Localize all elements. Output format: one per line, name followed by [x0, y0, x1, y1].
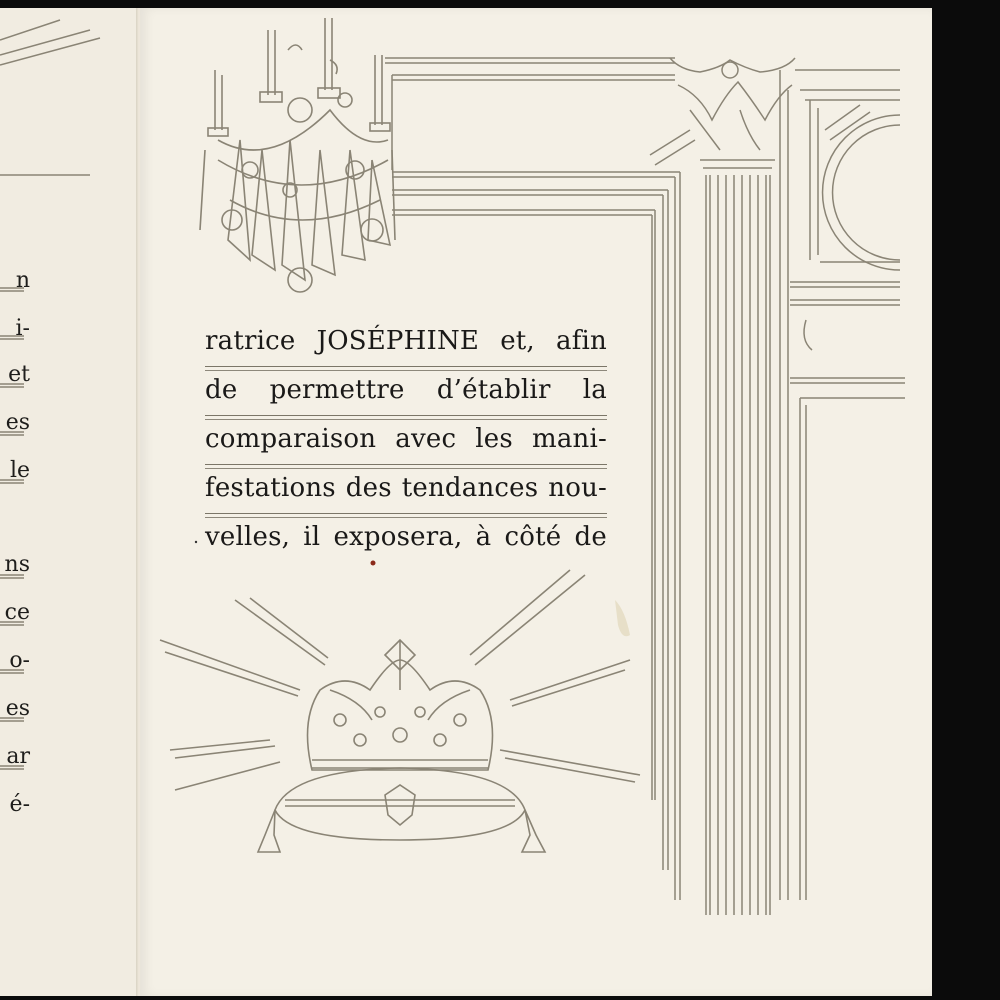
ink-spot [195, 541, 197, 543]
left-fragment: le [9, 458, 30, 483]
text-line [205, 514, 607, 562]
left-fragment: n [15, 268, 30, 293]
text-line [205, 465, 607, 514]
text-line [205, 416, 607, 465]
left-fragment: i- [15, 316, 30, 341]
text-line [205, 367, 607, 416]
left-fragment: es [5, 410, 30, 435]
left-page-rules [0, 20, 100, 769]
left-fragment: et [8, 362, 30, 387]
text-line [205, 318, 607, 367]
text-line-content: de permettre d’établir la [205, 375, 607, 405]
paper-stain [615, 600, 630, 636]
chandelier-drawing [200, 18, 395, 292]
crown-drawing [160, 570, 640, 852]
left-fragment: ce [4, 600, 30, 625]
left-fragment: é- [9, 792, 30, 817]
text-line-content: festations des tendances nou- [205, 473, 607, 503]
text-line-content: comparaison avec les mani- [205, 424, 607, 454]
left-fragment: o- [9, 648, 30, 673]
left-fragment: ar [6, 744, 30, 769]
left-fragment: es [5, 696, 30, 721]
text-line-content: velles, il exposera, à côté de [205, 522, 607, 552]
text-line-content: ratrice JOSÉPHINE et, afin [205, 326, 607, 356]
body-text-block [205, 318, 607, 562]
left-fragment: ns [4, 552, 30, 577]
